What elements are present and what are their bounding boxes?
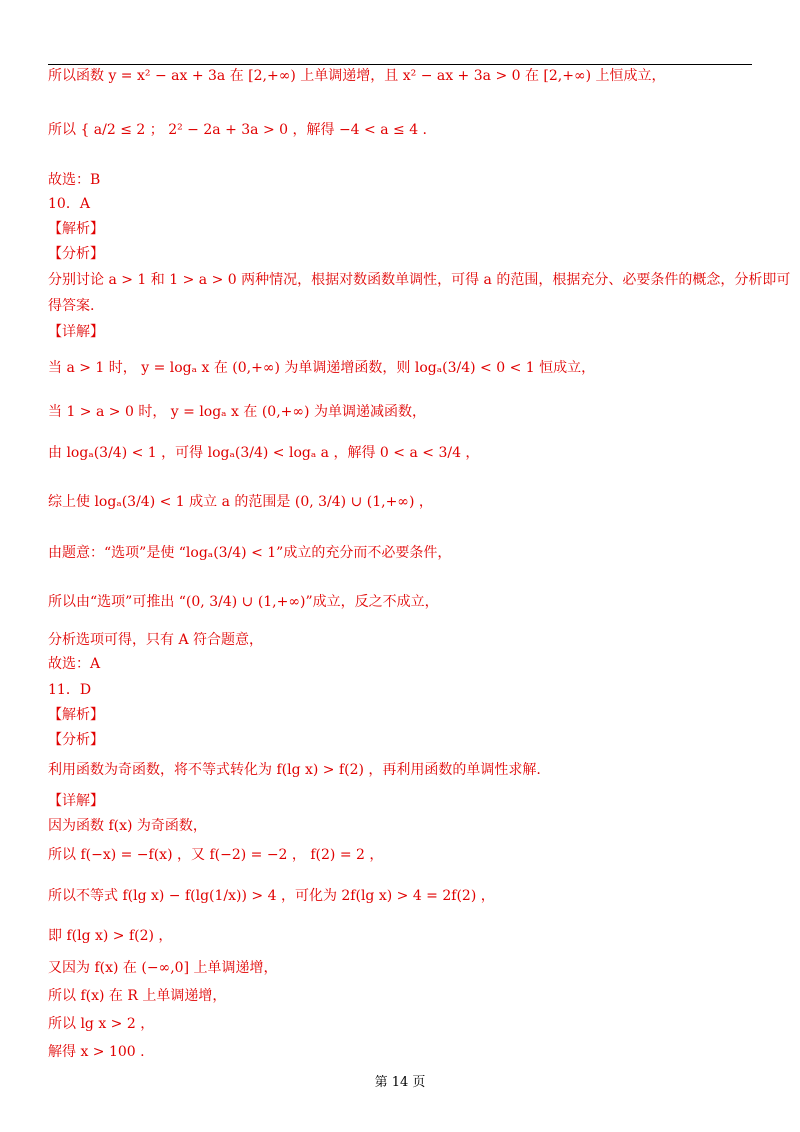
text-line: 当 a > 1 时， y = logₐ x 在 (0,+∞) 为单调递增函数，则 logₐ(3/4) < 0 < 1 恒成立， xyxy=(48,360,596,376)
text-line: 综上使 logₐ(3/4) < 1 成立 a 的范围是 (0, 3/4) ∪ (1,+∞) ， xyxy=(48,494,433,510)
header-rule xyxy=(48,64,752,65)
text-line: 得答案. xyxy=(48,298,95,314)
text-line: 由题意：“选项”是使 “logₐ(3/4) < 1”成立的充分而不必要条件， xyxy=(48,545,452,561)
text-line: 所以 f(−x) = −f(x) ，又 f(−2) = −2 ， f(2) = 2 ， xyxy=(48,847,384,863)
text-line: 利用函数为奇函数，将不等式转化为 f(lg x) > f(2) ，再利用函数的单调性求解. xyxy=(48,762,541,778)
text-line: 故选：B xyxy=(48,172,101,188)
text-line: 【解析】 xyxy=(48,707,104,723)
text-line: 分别讨论 a > 1 和 1 > a > 0 两种情况，根据对数函数单调性，可得 a 的范围，根据充分、必要条件的概念，分析即可 xyxy=(48,272,791,288)
text-line: 所以 { a/2 ≤ 2 ； 2² − 2a + 3a > 0 ，解得 −4 < a ≤ 4 . xyxy=(48,122,427,138)
text-line: 所以不等式 f(lg x) − f(lg(1/x)) > 4 ，可化为 2f(lg x) > 4 = 2f(2) ， xyxy=(48,888,495,904)
text-line: 所以由“选项”可推出 “(0, 3/4) ∪ (1,+∞)”成立，反之不成立， xyxy=(48,594,439,610)
text-line: 【分析】 xyxy=(48,246,104,262)
text-line: 【详解】 xyxy=(48,793,104,809)
text-line: 所以 f(x) 在 R 上单调递增， xyxy=(48,988,227,1004)
text-line: 又因为 f(x) 在 (−∞,0] 上单调递增， xyxy=(48,960,278,976)
page-number: 第 14 页 xyxy=(374,1075,426,1090)
text-line: 【分析】 xyxy=(48,732,104,748)
text-line: 解得 x > 100 . xyxy=(48,1044,145,1060)
text-line: 11．D xyxy=(48,682,92,698)
text-line: 因为函数 f(x) 为奇函数， xyxy=(48,818,207,834)
text-line: 【详解】 xyxy=(48,324,104,340)
text-line: 分析选项可得，只有 A 符合题意， xyxy=(48,632,264,648)
text-line: 当 1 > a > 0 时， y = logₐ x 在 (0,+∞) 为单调递减函数， xyxy=(48,404,426,420)
text-line: 【解析】 xyxy=(48,221,104,237)
text-line: 所以 lg x > 2 ， xyxy=(48,1016,155,1032)
text-line: 10．A xyxy=(48,196,90,212)
text-line: 由 logₐ(3/4) < 1 ，可得 logₐ(3/4) < logₐ a ，解得 0 < a < 3/4 ， xyxy=(48,445,480,461)
text-line: 即 f(lg x) > f(2) ， xyxy=(48,928,173,944)
text-line: 故选：A xyxy=(48,656,101,672)
text-line: 所以函数 y = x² − ax + 3a 在 [2,+∞) 上单调递增，且 x² − ax + 3a > 0 在 [2,+∞) 上恒成立， xyxy=(48,68,666,84)
